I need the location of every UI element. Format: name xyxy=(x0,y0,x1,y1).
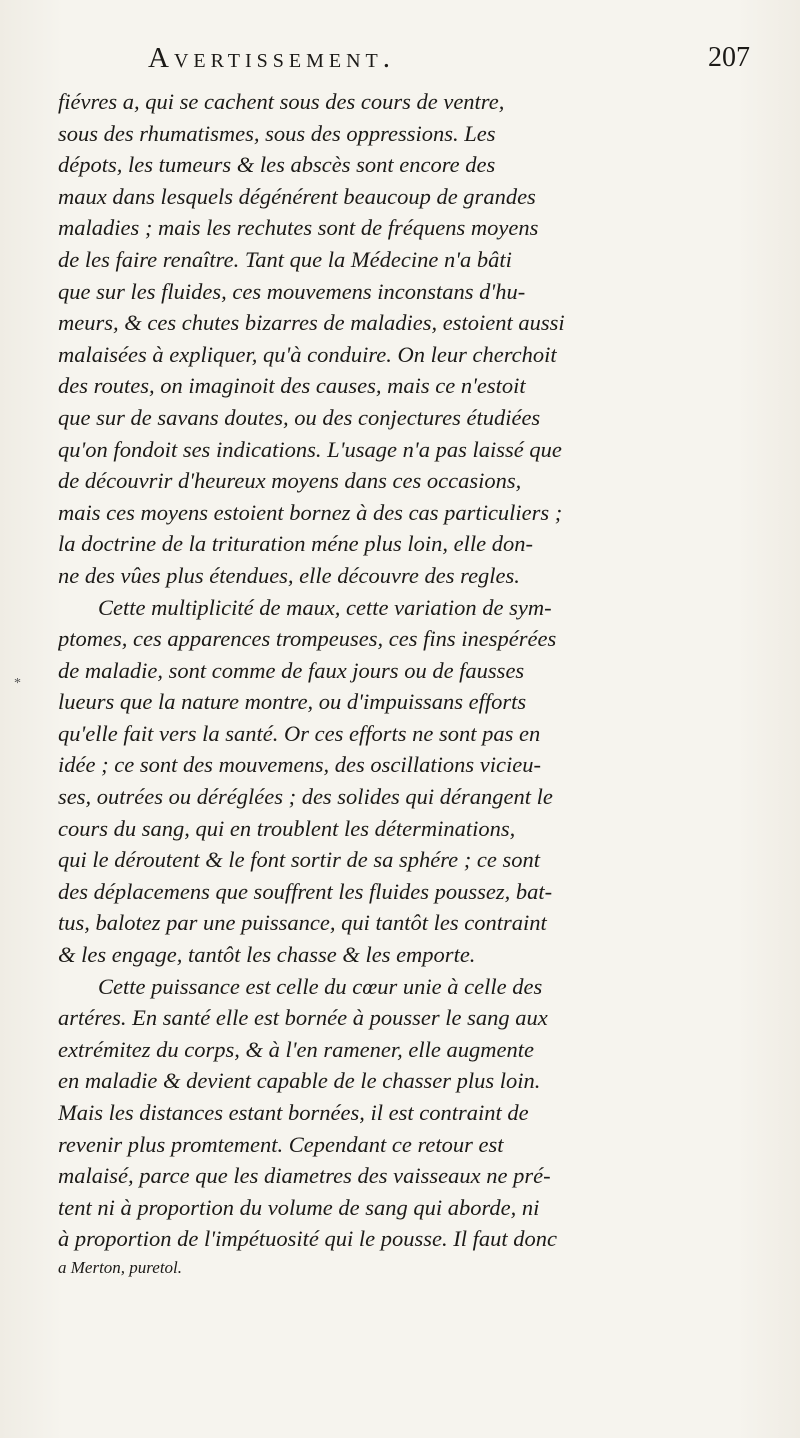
text-line: de maladie, sont comme de faux jours ou de fausses xyxy=(58,657,525,683)
text-line: qui le déroutent & le font sortir de sa sphére ; ce sont xyxy=(58,847,541,873)
footnote: a Merton, puretol. xyxy=(58,1257,183,1277)
text-line: qu'on fondoit ses indications. L'usage n'a pas laissé que xyxy=(58,436,562,462)
text-line: des déplacemens que souffrent les fluides poussez, bat- xyxy=(58,878,553,904)
text-line: maux dans lesquels dégénérent beaucoup de grandes xyxy=(58,183,536,209)
text-line: artéres. En santé elle est bornée à pousser le sang aux xyxy=(58,1005,548,1031)
page-header xyxy=(58,42,770,92)
margin-mark: * xyxy=(14,676,21,691)
text-line: des routes, on imaginoit des causes, mais ce n'estoit xyxy=(58,373,526,399)
text-line: Cette puissance est celle du cœur unie à celle des xyxy=(98,973,543,999)
text-line: ses, outrées ou déréglées ; des solides qui dérangent le xyxy=(58,784,553,810)
text-line: lueurs que la nature montre, ou d'impuissans efforts xyxy=(58,689,527,715)
text-line: ne des vûes plus étendues, elle découvre des regles. xyxy=(58,562,520,588)
text-line: malaisées à expliquer, qu'à conduire. On leur cherchoit xyxy=(58,341,557,367)
text-line: & les engage, tantôt les chasse & les emporte. xyxy=(58,942,476,968)
text-line: cours du sang, qui en troublent les déterminations, xyxy=(58,815,516,841)
text-line: maladies ; mais les rechutes sont de fréquens moyens xyxy=(58,215,539,241)
text-line: extrémitez du corps, & à l'en ramener, elle augmente xyxy=(58,1036,534,1062)
text-line: idée ; ce sont des mouvemens, des oscillations vicieu- xyxy=(58,752,541,778)
text-line: que sur de savans doutes, ou des conjectures étudiées xyxy=(58,404,541,430)
text-line: que sur les fluides, ces mouvemens inconstans d'hu- xyxy=(58,278,526,304)
text-line: tus, balotez par une puissance, qui tantôt les contraint xyxy=(58,910,547,936)
running-title: Avertissement. xyxy=(148,42,395,74)
text-line: de les faire renaître. Tant que la Médecine n'a bâti xyxy=(58,246,512,272)
body-text xyxy=(58,86,778,1281)
text-line: malaisé, parce que les diametres des vaisseaux ne pré- xyxy=(58,1163,551,1189)
text-line: sous des rhumatismes, sous des oppressions. Les xyxy=(58,120,496,146)
text-line: Mais les distances estant bornées, il est contraint de xyxy=(58,1100,529,1125)
text-line: fiévres a, qui se cachent sous des cours de ventre, xyxy=(58,89,505,114)
text-line: ptomes, ces apparences trompeuses, ces fins inespérées xyxy=(58,626,557,652)
text-line: en maladie & devient capable de le chasser plus loin. xyxy=(58,1068,541,1094)
text-line: meurs, & ces chutes bizarres de maladies, estoient aussi xyxy=(58,310,565,336)
text-line: qu'elle fait vers la santé. Or ces efforts ne sont pas en xyxy=(58,720,541,746)
text-line: la doctrine de la trituration méne plus loin, elle don- xyxy=(58,531,533,557)
page-number: 207 xyxy=(708,42,750,73)
text-line: dépots, les tumeurs & les abscès sont encore des xyxy=(58,152,496,178)
text-line: à proportion de l'impétuosité qui le pousse. Il faut donc xyxy=(58,1226,557,1252)
text-line: de découvrir d'heureux moyens dans ces occasions, xyxy=(58,468,522,494)
text-line: tent ni à proportion du volume de sang qui aborde, ni xyxy=(58,1194,540,1220)
text-line: mais ces moyens estoient bornez à des cas particuliers ; xyxy=(58,499,563,525)
text-line: Cette multiplicité de maux, cette variation de sym- xyxy=(98,594,552,620)
text-line: revenir plus promtement. Cependant ce retour est xyxy=(58,1131,504,1157)
